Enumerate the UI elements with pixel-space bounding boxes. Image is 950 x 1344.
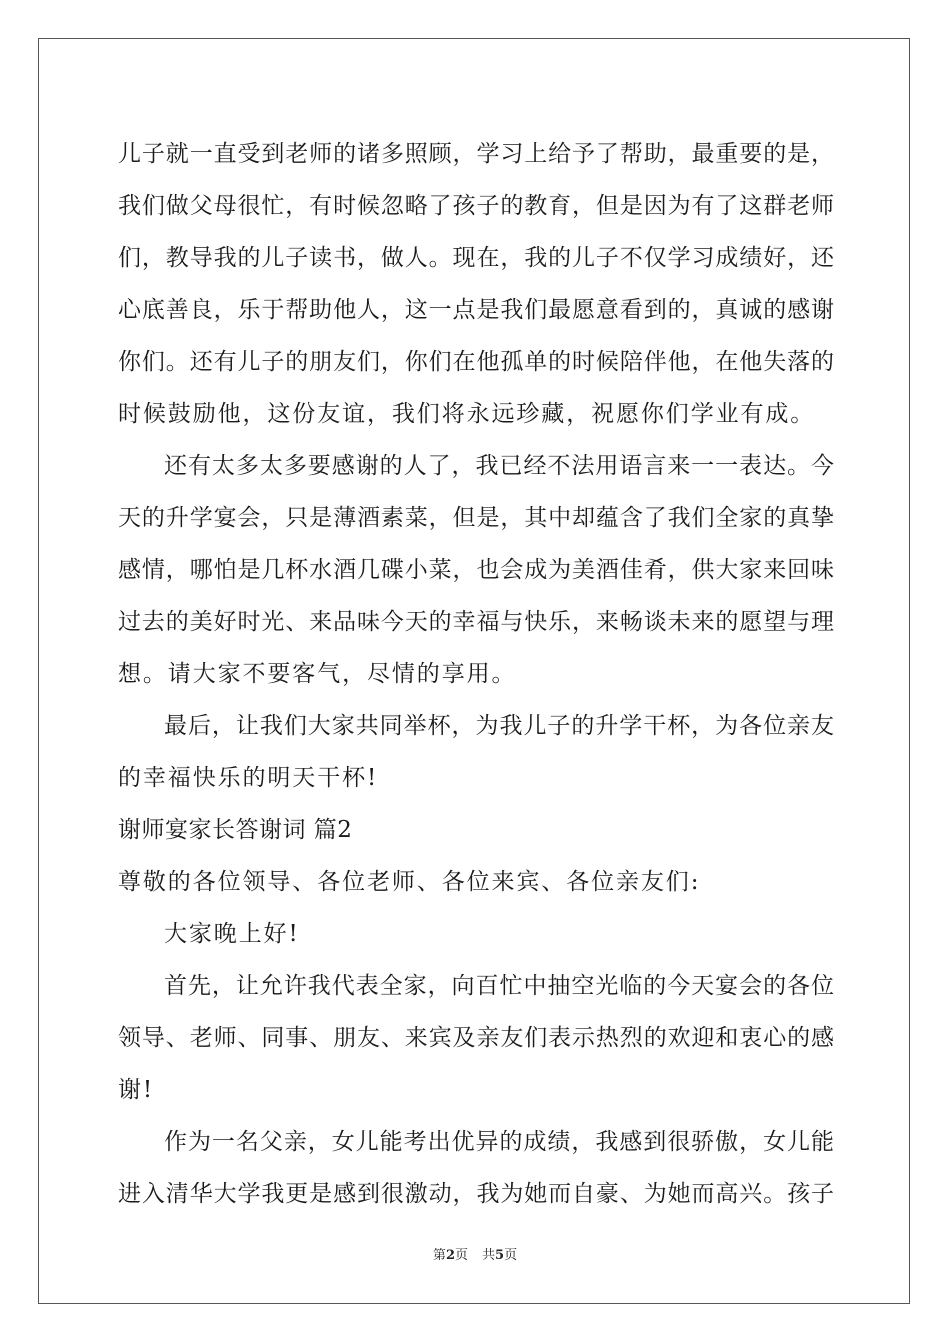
text-line: 的幸福快乐的明天干杯! [118, 765, 379, 791]
text-line: 想。请大家不要客气，尽情的享用。 [118, 661, 517, 687]
document-body [118, 128, 834, 1220]
total-prefix: 共 [482, 1248, 496, 1263]
text-line: 最后，让我们大家共同举杯，为我儿子的升学干杯，为各位亲友 [164, 713, 834, 739]
text-line: 谢! [118, 1077, 155, 1103]
text-line: 天的升学宴会，只是薄酒素菜，但是，其中却蕴含了我们全家的真挚 [118, 505, 834, 531]
text-line: 尊敬的各位领导、各位老师、各位来宾、各位亲友们: [118, 869, 701, 895]
page-total: 5 [495, 1248, 505, 1263]
page-footer [0, 1244, 950, 1263]
page-prefix: 第 [432, 1248, 446, 1263]
text-line: 时候鼓励他，这份友谊，我们将永远珍藏，祝愿你们学业有成。 [118, 401, 816, 427]
text-line: 感情，哪怕是几杯水酒几碟小菜，也会成为美酒佳肴，供大家来回味 [118, 557, 834, 583]
text-line: 大家晚上好! [164, 921, 300, 947]
text-line: 还有太多太多要感谢的人了，我已经不法用语言来一一表达。今 [164, 453, 834, 479]
section-heading: 谢师宴家长答谢词 篇2 [118, 817, 353, 843]
page-label: 页 [454, 1248, 468, 1263]
total-suffix: 页 [504, 1248, 518, 1263]
text-line: 领导、老师、同事、朋友、来宾及亲友们表示热烈的欢迎和衷心的感 [118, 1025, 834, 1051]
text-line: 们，教导我的儿子读书，做人。现在，我的儿子不仅学习成绩好，还 [118, 245, 834, 271]
text-line: 过去的美好时光、来品味今天的幸福与快乐，来畅谈未来的愿望与理 [118, 609, 834, 635]
text-line: 作为一名父亲，女儿能考出优异的成绩，我感到很骄傲，女儿能 [164, 1129, 834, 1155]
text-line: 首先，让允许我代表全家，向百忙中抽空光临的今天宴会的各位 [164, 973, 834, 999]
text-line: 儿子就一直受到老师的诸多照顾，学习上给予了帮助，最重要的是， [118, 141, 834, 167]
text-line: 你们。还有儿子的朋友们，你们在他孤单的时候陪伴他，在他失落的 [118, 349, 834, 375]
text-line: 进入清华大学我更是感到很激动，我为她而自豪、为她而高兴。孩子 [118, 1181, 834, 1207]
text-line: 我们做父母很忙，有时候忽略了孩子的教育，但是因为有了这群老师 [118, 193, 834, 219]
page-current: 2 [445, 1248, 455, 1263]
text-line: 心底善良，乐于帮助他人，这一点是我们最愿意看到的，真诚的感谢 [118, 297, 834, 323]
